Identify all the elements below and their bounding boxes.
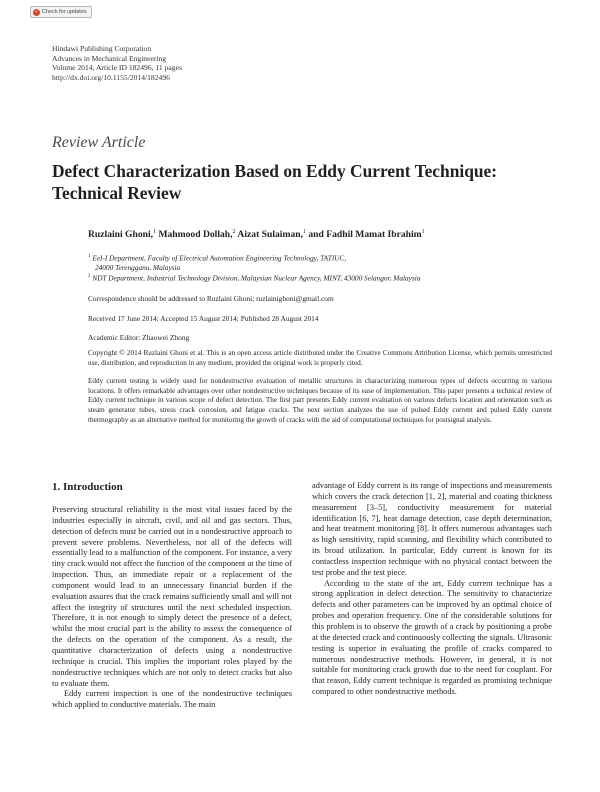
affil-mark: 1 [88,254,91,259]
badge-label: Check for updates [42,9,87,15]
paper-title: Defect Characterization Based on Eddy Current Technique: Technical Review [52,161,498,203]
author-affil-mark: 1 [302,229,306,235]
body-column-right [312,481,552,698]
journal-info [52,44,182,82]
section-heading: 1. Introduction [52,481,123,493]
volume-info: Volume 2014, Article ID 182496, 11 pages [52,63,182,73]
paragraph: advantage of Eddy current is its range of inspections and measurements which covers the crack detection [1, 2], material and coating thickness measurement [3–5], conductivity measurement for material identification [6, 7], heat damage detection, case depth determination, and heat treatment monitoring [8]. It offers numerous advantages such as high sensitivity, rapid scanning, and flexibility which contributed to its broad utilization. In particular, Eddy current is known for its contactless inspection technique with no physical contact between the test probe and the test piece. [312,481,553,577]
check-for-updates-badge[interactable] [30,6,92,18]
affil-line: NDT Department, Industrial Technology Division, Malaysian Nuclear Agency, MINT, 43000 Selangor, Malaysia [90,273,421,283]
journal-name: Advances in Mechanical Engineering [52,53,167,63]
check-icon: ✓ [34,9,39,15]
author-affil-mark: 2 [232,229,236,235]
author-name: Ruzlaini Ghoni, [88,229,154,241]
author-name: and Fadhil Mamat Ibrahim [305,229,422,241]
academic-editor: Academic Editor: Zhaowei Zhong [88,333,190,342]
affiliation-2 [88,272,420,283]
paragraph: Preserving structural reliability is the most vital issues faced by the industries especially in aircraft, civil, and oil and gas sectors. Thus, detection of defects must be carried out in a nondestructive approach to prevent severe problems. Nevertheless, not all of the defects will essentially lead to a malfunction of the component. For instance, a very tiny crack would not affect the function of the component at the time of inspection. Thus, an immediate repair or a replacement of the component would lead to an unnecessary financial burden if the evaluation assures that the crack remains sufficiently small and will not affect the integrity of structures until the next scheduled inspection. Therefore, it is not enough to simply detect the presence of a defect, whilst the most crucial part is the ability to assess the consequence of the defects on the operation of the component. As a result, the quantitative characterization of defects using a nondestructive technique is crucial. This implies the important roles played by the nondestructive techniques which are not only to detect cracks but also to evaluate them. [52,505,292,688]
paragraph: Eddy current inspection is one of the nondestructive techniques which applied to conductive materials. The main [52,689,292,710]
dates: Received 17 June 2014; Accepted 15 August 2014; Published 28 August 2014 [88,314,319,323]
paragraph: According to the state of the art, Eddy current technique has a strong application in defect detection. The sensitivity to characterize defects and other parameters can be improved by an optimal choice of probes and operation frequency. One of the considerable solutions for this problem is to observe the growth of a crack by positioning a probe at the detected crack and continuously collecting the signals. Ultrasonic testing is superior in evaluating the profile of cracks compared to numerous nondestructive methods. However, in general, it is not suitable for monitoring crack growth due to the need for couplant. For that reason, Eddy current technique is regarded as promising technique compared to other nondestructive methods. [312,578,553,697]
doi-link[interactable]: http://dx.doi.org/10.1155/2014/182496 [52,72,170,82]
copyright-notice: Copyright © 2014 Ruzlaini Ghoni et al. This is an open access article distributed under the Creative Commons Attribution License, which permits unrestricted use, distribution, and reproduction in any medium, provided the original work is properly cited. [88,349,552,367]
affil-line: EeI-I Department, Faculty of Electrical Automation Engineering Technology, TATIUC, [90,253,347,263]
affil-line: 24000 Terengganu, Malaysia [95,263,181,273]
author-name: Mahmood Dollah, [156,229,233,241]
publisher: Hindawi Publishing Corporation [52,44,152,53]
article-type: Review Article [52,134,146,151]
affil-mark: 2 [88,274,91,279]
affiliation-1 [88,252,346,273]
author-affil-mark: 1 [153,229,157,235]
correspondence: Correspondence should be addressed to Ruzlaini Ghoni; ruzlainighoni@gmail.com [88,294,334,303]
body-column-left [52,505,292,711]
author-name: Aizat Sulaiman, [235,229,303,241]
author-list [88,229,425,240]
abstract: Eddy current testing is widely used for nondestructive evaluation of metallic structures in characterizing numerous types of defects occurring in various locations. It offers remarkable advantages over other nondestructive techniques because of its ease of implementation. This paper presents a technical review of Eddy current technique in various scope of defect detection. The first part presents Eddy current evaluation on various defects location and orientation such as steam generator tubes, stress crack corrosion, and fatigue cracks. The next section analyzes the use of pulsed Eddy current and pulsed Eddy current thermography as an alternative method for monitoring the growth of cracks with the aid of computational techniques for postsignal analysis. [88,377,552,424]
author-affil-mark: 1 [421,229,425,235]
